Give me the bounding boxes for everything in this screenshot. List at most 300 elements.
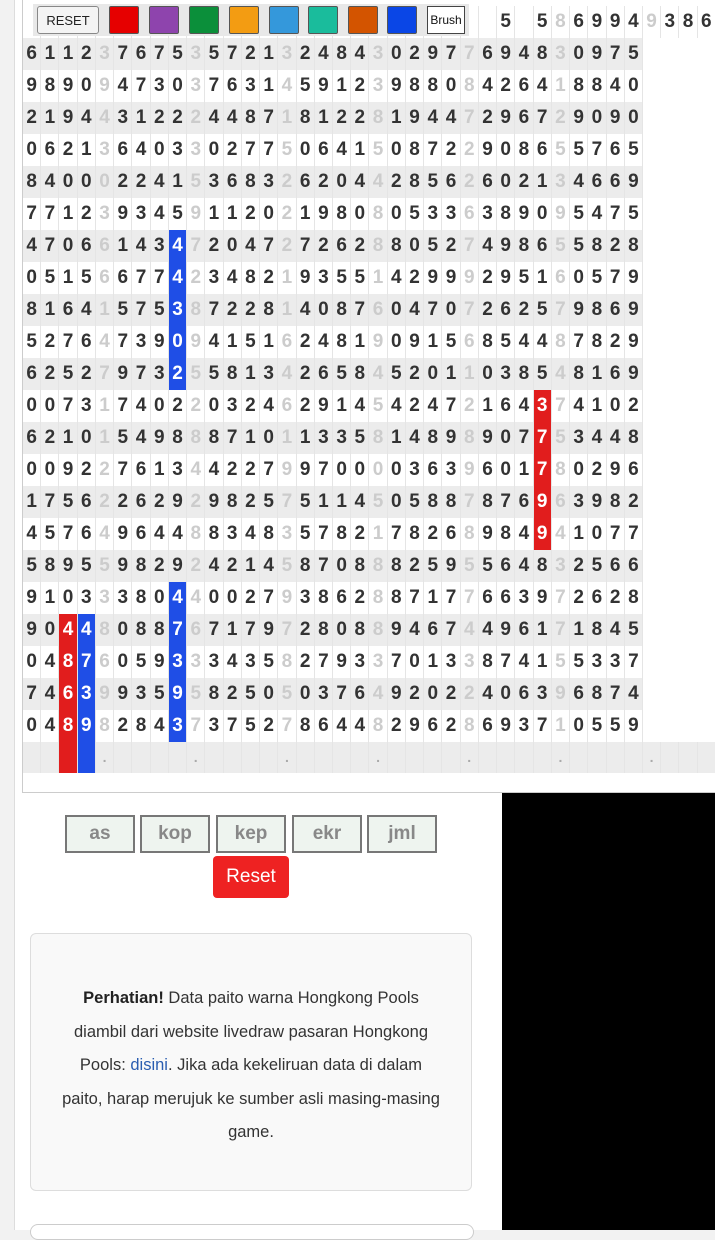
grid-cell[interactable]: 5 bbox=[41, 262, 59, 294]
grid-cell[interactable]: 0 bbox=[478, 358, 496, 390]
grid-cell[interactable]: 2 bbox=[77, 358, 95, 390]
grid-cell[interactable]: 2 bbox=[223, 134, 241, 166]
grid-cell[interactable]: 2 bbox=[314, 230, 332, 262]
grid-cell[interactable]: 8 bbox=[41, 70, 59, 102]
grid-cell[interactable]: 9 bbox=[624, 710, 642, 742]
grid-cell[interactable]: 3 bbox=[168, 134, 186, 166]
grid-cell[interactable]: 3 bbox=[606, 646, 624, 678]
grid-cell[interactable]: 6 bbox=[515, 102, 533, 134]
grid-cell[interactable]: 7 bbox=[278, 710, 296, 742]
grid-cell[interactable]: 7 bbox=[551, 294, 569, 326]
grid-cell[interactable]: 1 bbox=[387, 422, 405, 454]
grid-cell[interactable]: 4 bbox=[515, 550, 533, 582]
grid-cell[interactable]: 0 bbox=[332, 550, 350, 582]
grid-cell[interactable]: 5 bbox=[551, 230, 569, 262]
grid-cell[interactable]: 0 bbox=[296, 678, 314, 710]
grid-cell[interactable]: 6 bbox=[114, 262, 132, 294]
grid-cell[interactable]: 5 bbox=[351, 422, 369, 454]
grid-cell[interactable]: 3 bbox=[132, 678, 150, 710]
grid-cell[interactable]: 3 bbox=[442, 646, 460, 678]
grid-cell[interactable]: 0 bbox=[442, 294, 460, 326]
grid-cell[interactable]: 7 bbox=[59, 326, 77, 358]
grid-cell[interactable]: 1 bbox=[150, 454, 168, 486]
grid-cell[interactable]: 4 bbox=[150, 710, 168, 742]
grid-cell[interactable]: 7 bbox=[497, 486, 515, 518]
grid-cell[interactable]: 3 bbox=[260, 358, 278, 390]
grid-cell[interactable]: 7 bbox=[114, 390, 132, 422]
grid-cell[interactable]: 2 bbox=[351, 582, 369, 614]
grid-cell[interactable]: 7 bbox=[460, 486, 478, 518]
grid-cell[interactable]: 8 bbox=[187, 294, 205, 326]
grid-cell[interactable]: 3 bbox=[369, 38, 387, 70]
grid-cell[interactable]: 1 bbox=[296, 198, 314, 230]
grid-cell[interactable]: 9 bbox=[570, 102, 588, 134]
grid-cell[interactable]: 0 bbox=[23, 646, 41, 678]
grid-cell[interactable]: 9 bbox=[442, 262, 460, 294]
grid-cell[interactable]: 7 bbox=[442, 390, 460, 422]
grid-cell[interactable]: 3 bbox=[168, 646, 186, 678]
grid-cell[interactable]: 2 bbox=[168, 358, 186, 390]
grid-cell[interactable]: 4 bbox=[387, 262, 405, 294]
grid-cell[interactable]: 8 bbox=[369, 422, 387, 454]
filter-kop-button[interactable]: kop bbox=[140, 815, 210, 853]
grid-cell[interactable]: 1 bbox=[241, 358, 259, 390]
grid-cell[interactable]: 8 bbox=[59, 710, 77, 742]
grid-cell[interactable]: 7 bbox=[460, 294, 478, 326]
grid-cell[interactable]: 7 bbox=[442, 614, 460, 646]
grid-cell[interactable]: 2 bbox=[424, 518, 442, 550]
grid-cell[interactable]: 4 bbox=[150, 166, 168, 198]
grid-cell[interactable]: 5 bbox=[369, 134, 387, 166]
grid-cell[interactable]: 1 bbox=[260, 326, 278, 358]
grid-cell[interactable]: 6 bbox=[606, 550, 624, 582]
grid-cell[interactable]: 6 bbox=[515, 614, 533, 646]
grid-cell[interactable]: 4 bbox=[41, 166, 59, 198]
grid-cell[interactable]: 8 bbox=[59, 646, 77, 678]
grid-cell[interactable]: 9 bbox=[150, 326, 168, 358]
grid-cell[interactable]: 6 bbox=[424, 710, 442, 742]
grid-cell[interactable]: 3 bbox=[205, 166, 223, 198]
grid-cell[interactable]: 1 bbox=[588, 358, 606, 390]
grid-cell[interactable]: 6 bbox=[59, 294, 77, 326]
grid-cell[interactable]: 9 bbox=[59, 550, 77, 582]
grid-cell[interactable]: 3 bbox=[205, 710, 223, 742]
grid-cell[interactable]: 6 bbox=[95, 230, 113, 262]
grid-cell[interactable]: 3 bbox=[515, 582, 533, 614]
grid-cell[interactable]: 1 bbox=[23, 486, 41, 518]
grid-cell[interactable]: 8 bbox=[132, 550, 150, 582]
grid-cell[interactable]: 9 bbox=[205, 486, 223, 518]
grid-cell[interactable]: 6 bbox=[77, 326, 95, 358]
grid-cell[interactable]: 8 bbox=[624, 230, 642, 262]
grid-cell[interactable]: 9 bbox=[624, 326, 642, 358]
grid-cell[interactable]: 7 bbox=[460, 102, 478, 134]
grid-cell[interactable]: 8 bbox=[23, 166, 41, 198]
grid-cell[interactable]: 0 bbox=[223, 582, 241, 614]
grid-cell[interactable]: 8 bbox=[460, 422, 478, 454]
grid-cell[interactable]: 4 bbox=[369, 678, 387, 710]
grid-cell[interactable]: 3 bbox=[95, 38, 113, 70]
grid-cell[interactable]: 0 bbox=[23, 134, 41, 166]
grid-cell[interactable]: 2 bbox=[606, 582, 624, 614]
grid-cell[interactable]: 6 bbox=[624, 454, 642, 486]
grid-cell[interactable]: 1 bbox=[77, 134, 95, 166]
grid-cell[interactable]: 6 bbox=[23, 358, 41, 390]
grid-cell[interactable]: 5 bbox=[551, 646, 569, 678]
grid-cell[interactable]: 4 bbox=[351, 390, 369, 422]
grid-cell[interactable]: 7 bbox=[150, 38, 168, 70]
grid-cell[interactable]: 5 bbox=[570, 198, 588, 230]
grid-cell[interactable]: 7 bbox=[551, 582, 569, 614]
grid-cell[interactable]: 6 bbox=[314, 134, 332, 166]
grid-cell[interactable]: 0 bbox=[114, 614, 132, 646]
grid-cell[interactable]: 7 bbox=[187, 710, 205, 742]
grid-cell[interactable]: 3 bbox=[533, 678, 551, 710]
grid-cell[interactable]: 5 bbox=[551, 422, 569, 454]
grid-cell[interactable]: 7 bbox=[570, 326, 588, 358]
grid-cell[interactable]: 7 bbox=[150, 262, 168, 294]
grid-cell[interactable]: 8 bbox=[478, 646, 496, 678]
grid-cell[interactable]: 8 bbox=[624, 582, 642, 614]
grid-cell[interactable]: 1 bbox=[351, 326, 369, 358]
grid-cell[interactable]: 0 bbox=[570, 38, 588, 70]
grid-cell[interactable]: 2 bbox=[41, 358, 59, 390]
grid-cell[interactable]: 1 bbox=[424, 326, 442, 358]
grid-cell[interactable]: 9 bbox=[77, 710, 95, 742]
grid-cell[interactable]: 4 bbox=[570, 166, 588, 198]
grid-cell[interactable]: 5 bbox=[369, 486, 387, 518]
grid-cell[interactable]: 5 bbox=[570, 646, 588, 678]
grid-cell[interactable]: 9 bbox=[59, 454, 77, 486]
grid-cell[interactable]: 8 bbox=[478, 326, 496, 358]
color-swatch-purple[interactable] bbox=[149, 6, 179, 34]
grid-cell[interactable]: 5 bbox=[241, 326, 259, 358]
grid-cell[interactable]: 3 bbox=[223, 518, 241, 550]
grid-cell[interactable]: 1 bbox=[314, 486, 332, 518]
grid-cell[interactable]: 9 bbox=[497, 38, 515, 70]
grid-cell[interactable]: 0 bbox=[405, 646, 423, 678]
grid-cell[interactable]: 1 bbox=[369, 518, 387, 550]
grid-cell[interactable]: 5 bbox=[260, 646, 278, 678]
grid-cell[interactable]: 7 bbox=[132, 294, 150, 326]
grid-cell[interactable]: 9 bbox=[387, 678, 405, 710]
grid-cell[interactable]: 2 bbox=[478, 294, 496, 326]
grid-cell[interactable]: 0 bbox=[570, 262, 588, 294]
grid-cell[interactable]: 5 bbox=[241, 678, 259, 710]
grid-cell[interactable]: 8 bbox=[332, 294, 350, 326]
grid-cell[interactable]: 9 bbox=[551, 198, 569, 230]
grid-cell[interactable]: 5 bbox=[114, 422, 132, 454]
grid-cell[interactable]: 9 bbox=[551, 678, 569, 710]
grid-cell[interactable]: 4 bbox=[624, 678, 642, 710]
grid-cell[interactable]: 9 bbox=[114, 550, 132, 582]
notice-link[interactable]: disini bbox=[130, 1056, 168, 1074]
grid-cell[interactable]: 4 bbox=[132, 230, 150, 262]
grid-cell[interactable]: 8 bbox=[606, 486, 624, 518]
grid-cell[interactable]: 0 bbox=[314, 294, 332, 326]
color-swatch-darkorange[interactable] bbox=[348, 6, 378, 34]
grid-cell[interactable]: 3 bbox=[260, 166, 278, 198]
grid-cell[interactable]: 7 bbox=[442, 38, 460, 70]
grid-cell[interactable]: 0 bbox=[332, 614, 350, 646]
grid-cell[interactable]: 7 bbox=[23, 678, 41, 710]
grid-cell[interactable]: 7 bbox=[260, 230, 278, 262]
grid-cell[interactable]: 4 bbox=[478, 70, 496, 102]
grid-cell[interactable]: 2 bbox=[59, 134, 77, 166]
grid-cell[interactable]: 0 bbox=[59, 230, 77, 262]
grid-cell[interactable]: 7 bbox=[223, 422, 241, 454]
grid-cell[interactable]: 3 bbox=[95, 582, 113, 614]
grid-cell[interactable]: 6 bbox=[497, 294, 515, 326]
grid-cell[interactable]: 7 bbox=[533, 454, 551, 486]
grid-cell[interactable]: 5 bbox=[460, 550, 478, 582]
grid-cell[interactable]: 3 bbox=[369, 646, 387, 678]
grid-cell[interactable]: 4 bbox=[314, 326, 332, 358]
color-swatch-red[interactable] bbox=[109, 6, 139, 34]
grid-cell[interactable]: 3 bbox=[570, 422, 588, 454]
grid-cell[interactable]: 0 bbox=[168, 326, 186, 358]
grid-cell[interactable]: 5 bbox=[205, 38, 223, 70]
grid-cell[interactable]: 9 bbox=[478, 134, 496, 166]
grid-cell[interactable]: 4 bbox=[114, 70, 132, 102]
grid-cell[interactable]: 7 bbox=[314, 518, 332, 550]
grid-cell[interactable]: 2 bbox=[351, 70, 369, 102]
grid-cell[interactable]: 1 bbox=[41, 294, 59, 326]
grid-cell[interactable]: 9 bbox=[369, 326, 387, 358]
grid-cell[interactable]: 6 bbox=[551, 486, 569, 518]
grid-cell[interactable]: 1 bbox=[533, 166, 551, 198]
grid-cell[interactable]: 7 bbox=[132, 70, 150, 102]
grid-cell[interactable]: 2 bbox=[150, 102, 168, 134]
grid-cell[interactable]: 5 bbox=[114, 294, 132, 326]
grid-cell[interactable]: 8 bbox=[405, 518, 423, 550]
grid-cell[interactable]: 1 bbox=[533, 614, 551, 646]
grid-cell[interactable]: 7 bbox=[59, 390, 77, 422]
grid-cell[interactable]: 9 bbox=[497, 710, 515, 742]
grid-cell[interactable]: 6 bbox=[442, 166, 460, 198]
grid-cell[interactable]: 0 bbox=[260, 422, 278, 454]
grid-cell[interactable]: 9 bbox=[533, 486, 551, 518]
grid-cell[interactable]: 8 bbox=[260, 294, 278, 326]
grid-cell[interactable]: 5 bbox=[369, 390, 387, 422]
grid-cell[interactable]: 3 bbox=[332, 422, 350, 454]
grid-cell[interactable]: 7 bbox=[260, 102, 278, 134]
grid-cell[interactable]: 1 bbox=[551, 70, 569, 102]
grid-cell[interactable]: 4 bbox=[588, 422, 606, 454]
grid-cell[interactable]: 8 bbox=[369, 614, 387, 646]
grid-cell[interactable]: 9 bbox=[497, 262, 515, 294]
grid-cell[interactable]: 8 bbox=[332, 198, 350, 230]
grid-cell[interactable]: 6 bbox=[460, 198, 478, 230]
grid-cell[interactable]: 0 bbox=[533, 198, 551, 230]
grid-cell[interactable]: 3 bbox=[132, 198, 150, 230]
grid-cell[interactable]: 5 bbox=[296, 486, 314, 518]
grid-cell[interactable]: 7 bbox=[114, 38, 132, 70]
grid-cell[interactable]: 3 bbox=[187, 134, 205, 166]
grid-cell[interactable]: 6 bbox=[624, 550, 642, 582]
grid-cell[interactable]: 1 bbox=[223, 614, 241, 646]
grid-cell[interactable]: 9 bbox=[405, 102, 423, 134]
grid-cell[interactable]: 8 bbox=[95, 710, 113, 742]
grid-cell[interactable]: 7 bbox=[606, 198, 624, 230]
grid-cell[interactable]: 7 bbox=[314, 646, 332, 678]
grid-cell[interactable]: 9 bbox=[424, 262, 442, 294]
grid-cell[interactable]: 9 bbox=[570, 294, 588, 326]
grid-cell[interactable]: 4 bbox=[624, 6, 642, 38]
grid-cell[interactable]: 2 bbox=[387, 710, 405, 742]
grid-cell[interactable]: 6 bbox=[442, 518, 460, 550]
grid-cell[interactable]: 2 bbox=[296, 390, 314, 422]
grid-cell[interactable]: 5 bbox=[187, 166, 205, 198]
grid-cell[interactable]: 2 bbox=[77, 454, 95, 486]
grid-cell[interactable]: 3 bbox=[551, 38, 569, 70]
grid-cell[interactable]: 2 bbox=[95, 486, 113, 518]
grid-cell[interactable]: 7 bbox=[533, 710, 551, 742]
grid-cell[interactable]: 0 bbox=[624, 102, 642, 134]
grid-cell[interactable]: 5 bbox=[588, 710, 606, 742]
grid-cell[interactable]: 6 bbox=[497, 390, 515, 422]
grid-cell[interactable]: 3 bbox=[551, 166, 569, 198]
grid-cell[interactable]: 4 bbox=[424, 102, 442, 134]
grid-cell[interactable]: 2 bbox=[187, 390, 205, 422]
grid-cell[interactable]: 5 bbox=[624, 134, 642, 166]
grid-cell[interactable]: 5 bbox=[424, 230, 442, 262]
grid-cell[interactable]: 4 bbox=[278, 70, 296, 102]
grid-cell[interactable]: 2 bbox=[351, 102, 369, 134]
grid-cell[interactable]: 2 bbox=[132, 166, 150, 198]
grid-cell[interactable]: 4 bbox=[478, 614, 496, 646]
grid-cell[interactable]: 8 bbox=[296, 550, 314, 582]
grid-cell[interactable]: 2 bbox=[296, 646, 314, 678]
grid-cell[interactable]: 5 bbox=[41, 518, 59, 550]
grid-cell[interactable]: 1 bbox=[332, 390, 350, 422]
grid-cell[interactable]: 4 bbox=[278, 358, 296, 390]
grid-cell[interactable]: 6 bbox=[515, 678, 533, 710]
grid-cell[interactable]: 8 bbox=[424, 422, 442, 454]
grid-cell[interactable]: 1 bbox=[570, 518, 588, 550]
grid-cell[interactable]: 2 bbox=[296, 358, 314, 390]
grid-cell[interactable]: 2 bbox=[570, 550, 588, 582]
grid-cell[interactable]: 7 bbox=[551, 614, 569, 646]
grid-cell[interactable]: 4 bbox=[351, 38, 369, 70]
grid-cell[interactable]: 5 bbox=[260, 486, 278, 518]
grid-cell[interactable]: 9 bbox=[95, 70, 113, 102]
grid-cell[interactable]: 2 bbox=[241, 38, 259, 70]
grid-cell[interactable]: 9 bbox=[168, 550, 186, 582]
grid-cell[interactable]: 7 bbox=[424, 134, 442, 166]
grid-cell[interactable]: 8 bbox=[223, 486, 241, 518]
grid-cell[interactable]: 7 bbox=[606, 518, 624, 550]
grid-cell[interactable]: 2 bbox=[460, 390, 478, 422]
filter-as-button[interactable]: as bbox=[65, 815, 135, 853]
grid-cell[interactable]: 9 bbox=[642, 6, 660, 38]
color-swatch-green[interactable] bbox=[189, 6, 219, 34]
grid-cell[interactable]: 8 bbox=[351, 358, 369, 390]
grid-cell[interactable]: 9 bbox=[624, 294, 642, 326]
grid-cell[interactable]: 0 bbox=[424, 678, 442, 710]
grid-cell[interactable]: 0 bbox=[570, 710, 588, 742]
grid-cell[interactable]: 9 bbox=[387, 70, 405, 102]
grid-cell[interactable]: 3 bbox=[77, 390, 95, 422]
grid-cell[interactable]: 0 bbox=[150, 390, 168, 422]
grid-cell[interactable]: 5 bbox=[59, 358, 77, 390]
grid-cell[interactable]: 1 bbox=[223, 198, 241, 230]
grid-cell[interactable]: 0 bbox=[387, 38, 405, 70]
grid-cell[interactable]: 8 bbox=[405, 134, 423, 166]
grid-cell[interactable]: 9 bbox=[296, 454, 314, 486]
grid-cell[interactable]: 0 bbox=[497, 678, 515, 710]
grid-cell[interactable]: 2 bbox=[260, 710, 278, 742]
grid-cell[interactable]: 8 bbox=[570, 70, 588, 102]
grid-cell[interactable]: 8 bbox=[460, 518, 478, 550]
grid-cell[interactable]: 5 bbox=[424, 550, 442, 582]
grid-cell[interactable]: 5 bbox=[624, 38, 642, 70]
grid-cell[interactable]: 6 bbox=[606, 294, 624, 326]
grid-cell[interactable]: 6 bbox=[533, 134, 551, 166]
grid-cell[interactable]: 5 bbox=[570, 134, 588, 166]
grid-cell[interactable]: 8 bbox=[132, 582, 150, 614]
grid-cell[interactable]: 7 bbox=[260, 582, 278, 614]
grid-cell[interactable]: 2 bbox=[296, 326, 314, 358]
grid-cell[interactable]: 7 bbox=[424, 294, 442, 326]
grid-cell[interactable]: 7 bbox=[260, 454, 278, 486]
grid-cell[interactable]: 2 bbox=[296, 614, 314, 646]
grid-cell[interactable]: 4 bbox=[168, 262, 186, 294]
grid-cell[interactable]: 9 bbox=[114, 518, 132, 550]
grid-cell[interactable]: 4 bbox=[41, 678, 59, 710]
grid-cell[interactable]: 4 bbox=[606, 422, 624, 454]
grid-cell[interactable]: 8 bbox=[132, 710, 150, 742]
grid-cell[interactable]: 1 bbox=[205, 198, 223, 230]
grid-cell[interactable]: 6 bbox=[497, 550, 515, 582]
grid-cell[interactable]: 3 bbox=[570, 486, 588, 518]
color-swatch-blue[interactable] bbox=[387, 6, 417, 34]
grid-cell[interactable]: 5 bbox=[533, 358, 551, 390]
grid-cell[interactable]: 1 bbox=[241, 422, 259, 454]
grid-cell[interactable]: 4 bbox=[59, 614, 77, 646]
grid-cell[interactable]: 5 bbox=[187, 358, 205, 390]
grid-cell[interactable]: 8 bbox=[551, 6, 569, 38]
grid-cell[interactable]: 0 bbox=[205, 390, 223, 422]
grid-cell[interactable]: 4 bbox=[223, 262, 241, 294]
grid-cell[interactable]: 7 bbox=[168, 614, 186, 646]
grid-cell[interactable]: 8 bbox=[551, 454, 569, 486]
grid-cell[interactable]: 1 bbox=[95, 390, 113, 422]
grid-cell[interactable]: 0 bbox=[424, 358, 442, 390]
grid-cell[interactable]: 8 bbox=[424, 70, 442, 102]
grid-cell[interactable]: 0 bbox=[387, 326, 405, 358]
grid-cell[interactable]: 8 bbox=[278, 646, 296, 678]
grid-cell[interactable]: 7 bbox=[606, 678, 624, 710]
grid-cell[interactable]: 8 bbox=[405, 166, 423, 198]
grid-cell[interactable]: 5 bbox=[606, 710, 624, 742]
grid-cell[interactable]: 5 bbox=[533, 6, 551, 38]
grid-cell[interactable]: 0 bbox=[95, 166, 113, 198]
grid-cell[interactable]: 6 bbox=[588, 166, 606, 198]
grid-cell[interactable]: 6 bbox=[23, 38, 41, 70]
grid-cell[interactable]: 5 bbox=[551, 134, 569, 166]
grid-cell[interactable]: 0 bbox=[387, 454, 405, 486]
grid-cell[interactable]: 2 bbox=[624, 486, 642, 518]
grid-cell[interactable]: 2 bbox=[241, 294, 259, 326]
grid-cell[interactable]: 8 bbox=[624, 422, 642, 454]
grid-cell[interactable]: 4 bbox=[424, 390, 442, 422]
grid-cell[interactable]: 1 bbox=[59, 198, 77, 230]
grid-cell[interactable]: 1 bbox=[278, 422, 296, 454]
grid-cell[interactable]: 3 bbox=[424, 198, 442, 230]
grid-cell[interactable]: 6 bbox=[132, 486, 150, 518]
grid-cell[interactable]: 4 bbox=[387, 390, 405, 422]
